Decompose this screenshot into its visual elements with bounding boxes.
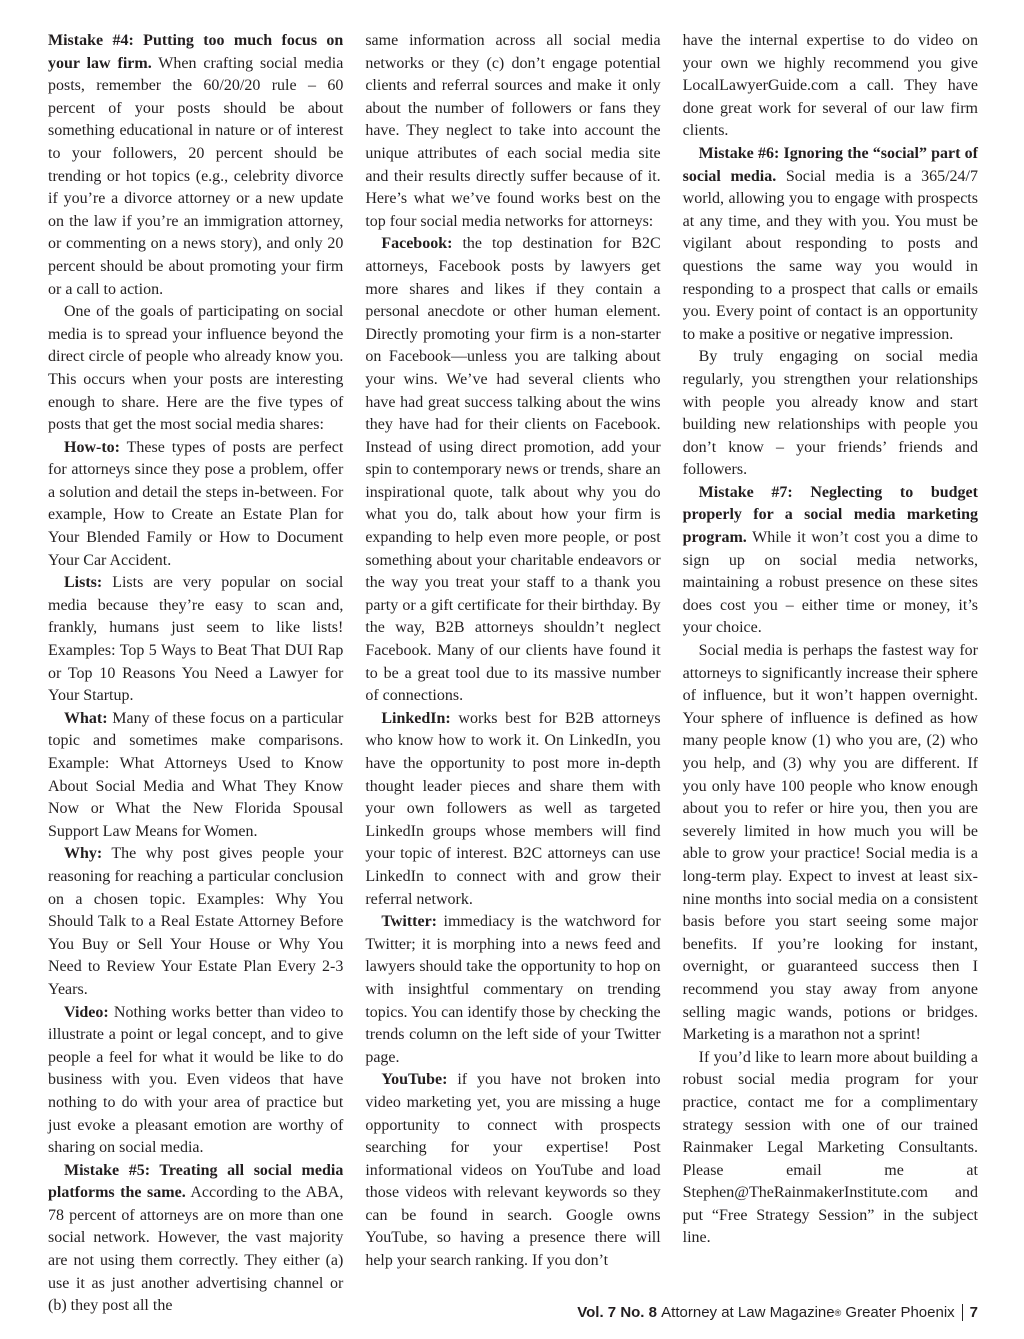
paragraph <box>48 572 343 708</box>
column-1 <box>48 30 344 1315</box>
paragraph-text: works best for B2B attorneys who know how to work it. On LinkedIn, you have the opportunity to post more in-depth thought leader pieces and share them with your own followers as well as targeted LinkedIn groups whose members will find your topic of interest. B2C attorneys can use LinkedIn to connect with and grow their referral network. <box>365 709 661 908</box>
subheading-why: Why: <box>64 845 103 863</box>
column-3 <box>683 30 978 1292</box>
paragraph: have the internal expertise to do video on your own we highly recommend you give LocalLawyerGuide.com a call. They have done great work for several of our law firm clients. <box>682 32 978 140</box>
paragraph-text: immediacy is the watchword for Twitter; it is morphing into a news feed and lawyers should take the opportunity to hop on with insightful commentary on trending topics. You can identify those by checking the trends column on the left side of your Twitter page. <box>365 913 661 1066</box>
paragraph <box>365 233 660 707</box>
paragraph: If you’d like to learn more about building a robust social media program for your practice, contact me for a complimentary strategy session with one of our trained Rainmaker Legal Marketing Consultants. Please email me at Stephen@TheRainmakerInstitute.com and put “Free Strategy Session” in the subject line. <box>682 1048 978 1247</box>
paragraph <box>48 1160 343 1318</box>
paragraph <box>48 1002 343 1160</box>
paragraph <box>683 143 978 346</box>
paragraph-text: Lists are very popular on social media because they’re easy to scan and, frankly, humans just seem to like lists! Examples: Top 5 Ways to Beat That DUI Rap or Top 10 Reasons You Need a Lawyer for Your Startup. <box>48 574 344 705</box>
issue-number: Vol. 7 No. 8 <box>577 1304 657 1321</box>
subheading-facebook: Facebook: <box>381 235 453 253</box>
paragraph: By truly engaging on social media regularly, you strengthen your relationships with people you already know and start building new relationships with people you don’t know – your friends’ friends and followers. <box>682 348 978 479</box>
paragraph-text: Many of these focus on a particular topic and sometimes make comparisons. Example: What Attorneys Used to Know About Social Media and What They Know Now or What the New Florida Spousal Support Law Means for Women. <box>48 709 344 840</box>
subheading-twitter: Twitter: <box>381 913 437 931</box>
subheading-mistake-4: Mistake #4: Putting too much focus on your law firm. <box>48 32 344 72</box>
footer-divider <box>962 1304 963 1321</box>
paragraph-text: The why post gives people your reasoning for reaching a particular conclusion on a chosen topic. Examples: Why You Should Talk to a Real Estate Attorney Before You Buy or Sell Your House or Why You Need to Review Your Estate Plan Every 2-3 Years. <box>48 845 344 998</box>
paragraph <box>365 911 660 1069</box>
paragraph: Social media is perhaps the fastest way for attorneys to significantly increase their sphere of influence, but it won’t happen overnight. Your sphere of influence is defined as how many people know (1) who you are, (2) who you help, and (3) why you are different. If you only have 100 people who know enough about you to refer or hire you, then you are severely limited in how much you will be able to grow your practice! Social media is a long-term play. Expect to invest at least six-nine months into social media on a consistent basis before you start seeing some major benefits. If you’re looking for instant, overnight, or guaranteed success then I recommend you stay away from anyone selling magic wands, potions or bridges. Marketing is a marathon not a sprint! <box>682 642 978 1044</box>
subheading-linkedin: LinkedIn: <box>381 709 451 727</box>
subheading-video: Video: <box>64 1003 109 1021</box>
subheading-mistake-7: Mistake #7: Neglecting to budget properly for a social media marketing program. <box>682 483 978 547</box>
paragraph-text: According to the ABA, 78 percent of attorneys are on more than one social network. However, the vast majority are not using them correctly. They either (a) use it as just another advertising channel or (b) they post all the <box>48 1184 344 1315</box>
page-footer: Vol. 7 No. 8 Attorney at Law Magazine ® Greater Phoenix 7 <box>577 1304 978 1321</box>
paragraph: One of the goals of participating on social media is to spread your influence beyond the direct circle of people who already know you. This occurs when your posts are interesting enough to share. Here are the five types of posts that get the most social media shares: <box>48 303 344 434</box>
page-number: 7 <box>969 1304 978 1321</box>
paragraph: same information across all social media networks or they (c) don’t engage potential clients and referral sources and make it only about the number of followers or fans they have. They neglect to take into account the unique attributes of each social media site and their results directly suffer because of it. Here’s what we’ve found works best on the top four social media networks for attorneys: <box>365 32 661 230</box>
paragraph <box>683 482 978 640</box>
subheading-lists: Lists: <box>64 574 103 592</box>
subheading-how-to: How-to: <box>64 438 120 456</box>
paragraph <box>48 437 343 573</box>
paragraph-text: While it won’t cost you a dime to sign up on social media networks, maintaining a robust presence on these sites does cost you – either time or money, it’s your choice. <box>682 529 978 637</box>
paragraph <box>365 1069 660 1272</box>
paragraph-text: the top destination for B2C attorneys, Facebook posts by lawyers get more shares and likes if they contain a personal anecdote or other human element. Directly promoting your firm is a non-starter on Facebook—unless you are talking about your wins. We’ve had several clients who have had great success talking about the wins they have had for their clients on Facebook. Instead of using direct promotion, add your spin to contemporary news or trends, share an inspirational quote, talk about why you do what you do, talk about how your firm is expanding to help even more people, or post something about your charitable endeavors or the way you treat your staff to a thank you party or a gift certificate for their birthday. By the way, B2B attorneys shouldn’t neglect Facebook. Many of our clients have found it to be a great tool due to its massive number of connections. <box>365 235 661 705</box>
edition-name: Greater Phoenix <box>845 1304 955 1321</box>
subheading-youtube: YouTube: <box>381 1071 448 1089</box>
paragraph-text: When crafting social media posts, remember the 60/20/20 rule – 60 percent of your posts should be about something educational in nature or of interest to your followers, 20 percent should be trending or hot topics (e.g., celebrity divorce if you’re a divorce attorney or a new update on the law if you’re an immigration attorney, or commenting on a news story), and only 20 percent should be about promoting your firm or a call to action. <box>48 54 344 298</box>
magazine-name: Attorney at Law Magazine <box>661 1304 835 1321</box>
subheading-what: What: <box>64 709 108 727</box>
paragraph <box>48 843 343 1001</box>
paragraph <box>365 708 660 911</box>
paragraph-text: Nothing works better than video to illustrate a point or legal concept, and to give people a feel for what it would be like to do business with you. Even videos that have nothing to do with your area of practice but just evoke a pleasant emotion are worthy of sharing on social media. <box>48 1003 344 1157</box>
subheading-mistake-5: Mistake #5: Treating all social media platforms the same. <box>48 1161 344 1202</box>
paragraph-text: if you have not broken into video marketing yet, you are missing a huge opportunity to connect with prospects searching for your expertise! Post informational videos on YouTube and load those videos with relevant keywords so they can be found in search. Google owns YouTube, so having a presence there will help your search ranking. If you don’t <box>365 1071 661 1270</box>
paragraph <box>48 708 343 844</box>
paragraph-text: These types of posts are perfect for attorneys since they pose a problem, offer a solution and detail the steps in-between. For example, How to Create an Estate Plan for Your Blended Family or How to Document Your Car Accident. <box>48 438 344 569</box>
paragraph <box>48 30 343 301</box>
column-2 <box>365 30 660 1292</box>
paragraph-text: Social media is a 365/24/7 world, allowing you to engage with prospects at any time, and they with you. You must be vigilant about responding to posts and questions the same way you would in responding to a prospect that calls or emails you. Every point of contact is an opportunity to make a positive or negative impression. <box>682 167 978 343</box>
subheading-mistake-6: Mistake #6: Ignoring the “social” part of social media. <box>682 144 978 185</box>
